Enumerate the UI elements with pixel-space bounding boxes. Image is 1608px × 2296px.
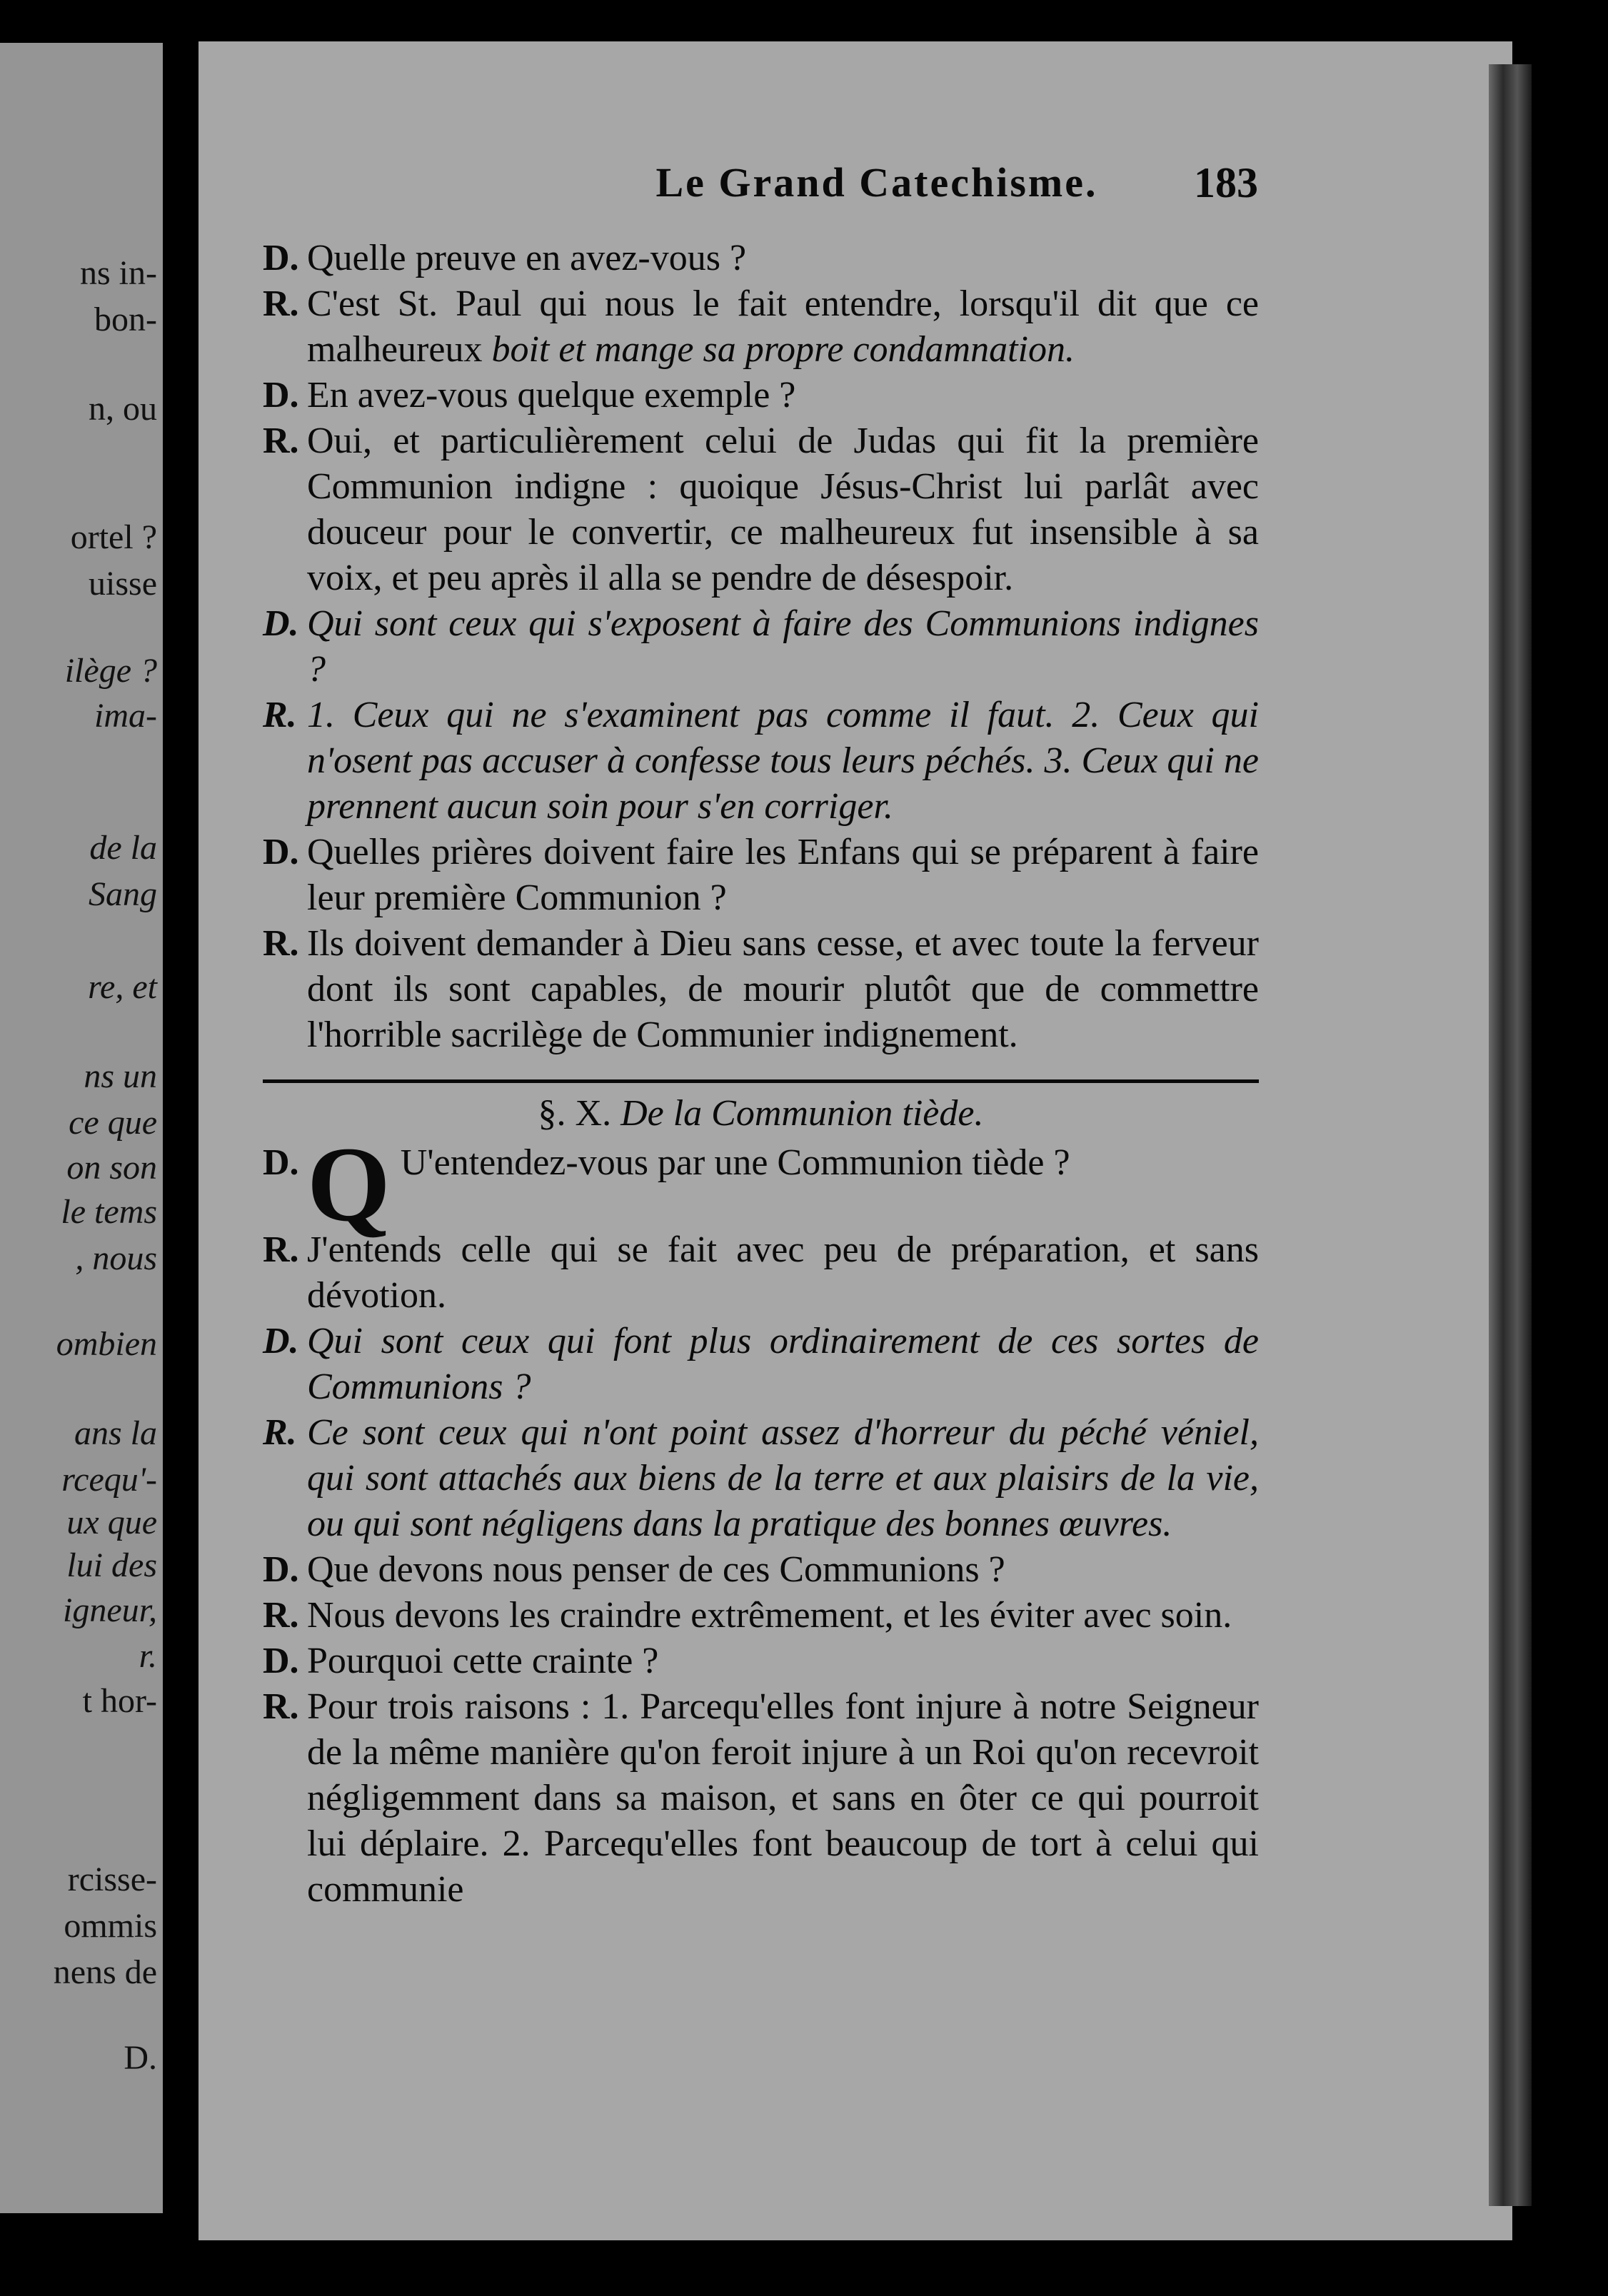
left-page-fragment: ombien: [56, 1325, 157, 1363]
qa-text: Oui, et particulièrement celui de Judas qui fit la première Communion indigne : quoique Jésus-Christ lui parlât avec douceur pour le convertir, ce malheureux fut insensible à sa voix, et peu après il alla se pendre de désespoir.: [307, 421, 1259, 598]
speaker-label: R.: [263, 1229, 299, 1270]
left-page-fragment: uisse: [89, 565, 157, 603]
speaker-label: D.: [263, 1321, 299, 1361]
qa-entry: [263, 1638, 1259, 1684]
section-number: §. X.: [538, 1093, 612, 1134]
left-page-fragment: t hor-: [82, 1682, 157, 1720]
speaker-label: D.: [263, 1549, 299, 1590]
left-page-fragment: re, et: [88, 968, 157, 1006]
left-page-fragment: ommis: [64, 1907, 157, 1945]
left-page-fragment: bon-: [94, 301, 157, 338]
qa-entry: [263, 1547, 1259, 1593]
speaker-label: R.: [263, 695, 297, 735]
qa-text-plain: U'entendez-vous par une Communion tiède ?: [400, 1142, 1070, 1183]
left-page-fragment: D.: [124, 2039, 157, 2077]
left-page-fragment: ns un: [84, 1057, 157, 1095]
qa-text-emphasis: boit et mange sa propre condamnation.: [491, 329, 1075, 370]
speaker-label: R.: [263, 1686, 299, 1727]
speaker-label: R.: [263, 1412, 297, 1453]
qa-text: Pourquoi cette crainte ?: [307, 1641, 659, 1681]
speaker-label: R.: [263, 283, 299, 324]
qa-text: 1. Ceux qui ne s'examinent pas comme il faut. 2. Ceux qui n'osent pas accuser à confesse tous leurs péchés. 3. Ceux qui ne prennent aucun soin pour s'en corriger.: [307, 695, 1259, 827]
left-page-fragment: ce que: [69, 1104, 157, 1142]
running-head: Le Grand Catechisme.: [655, 159, 1098, 206]
qa-text: En avez-vous quelque exemple ?: [307, 375, 796, 416]
speaker-label: R.: [263, 1595, 299, 1636]
left-page-fragment: nens de: [53, 1953, 157, 1991]
qa-text: Quelles prières doivent faire les Enfans qui se préparent à faire leur première Communion ?: [307, 832, 1259, 918]
qa-text-plain: C'est St. Paul qui nous le fait entendre, lorsqu'il dit que ce malheureux: [307, 283, 1259, 370]
left-page-fragment: , nous: [75, 1239, 157, 1277]
qa-text: [307, 1125, 1259, 1244]
page-edge: [1489, 64, 1532, 2206]
qa-entry: [263, 830, 1259, 921]
left-page-fragment: rcequ'-: [61, 1461, 157, 1499]
speaker-label: D.: [263, 603, 299, 644]
left-page-margin: [0, 43, 163, 2213]
left-page-fragment: on son: [66, 1149, 157, 1187]
section-title: De la Communion tiède.: [620, 1093, 984, 1134]
section-heading: [263, 1089, 1259, 1139]
qa-entry: [263, 921, 1259, 1058]
speaker-label: R.: [263, 421, 299, 461]
qa-text: Qui sont ceux qui s'exposent à faire des Communions indignes ?: [307, 603, 1259, 690]
qa-text: Nous devons les craindre extrêmement, et les éviter avec soin.: [307, 1595, 1232, 1636]
qa-entry-italic: [263, 693, 1259, 830]
page-body: [263, 236, 1259, 1913]
left-page-fragment: Sang: [89, 875, 157, 913]
page-number: 183: [1194, 159, 1258, 206]
qa-text: [307, 281, 1259, 373]
left-page-fragment: n, ou: [89, 390, 157, 428]
qa-entry: [263, 281, 1259, 373]
qa-entry: [263, 1593, 1259, 1638]
qa-text: Pour trois raisons : 1. Parcequ'elles font injure à notre Seigneur de la même manière qu'on feroit injure à un Roi qu'on recevroit négligemment dans sa maison, et sans en ôter ce qui pourroit lui déplaire. 2. Parcequ'elles font beaucoup de tort à celui qui communie: [307, 1686, 1259, 1910]
qa-text: J'entends celle qui se fait avec peu de préparation, et sans dévotion.: [307, 1229, 1259, 1316]
section-divider-rule: [263, 1079, 1259, 1083]
qa-entry-italic: [263, 601, 1259, 693]
qa-entry-italic: [263, 1410, 1259, 1547]
left-page-fragment: ilège ?: [64, 652, 157, 690]
qa-entry: [263, 236, 1259, 281]
qa-text: Que devons nous penser de ces Communions ?: [307, 1549, 1005, 1590]
left-page-fragment: lui des: [66, 1546, 157, 1584]
left-page-fragment: igneur,: [63, 1591, 157, 1629]
left-page-fragment: rcisse-: [67, 1861, 157, 1898]
speaker-label: D.: [263, 832, 299, 872]
speaker-label: D.: [263, 238, 299, 278]
left-page-fragment: ima-: [94, 697, 157, 735]
left-page-fragment: de la: [89, 829, 157, 867]
left-page-fragment: ns in-: [80, 254, 157, 292]
drop-cap: Q: [307, 1125, 391, 1244]
speaker-label: R.: [263, 923, 299, 964]
speaker-label: D.: [263, 1641, 299, 1681]
qa-text: Quelle preuve en avez-vous ?: [307, 238, 747, 278]
left-page-fragment: ans la: [74, 1414, 157, 1452]
qa-text: Qui sont ceux qui font plus ordinairement de ces sortes de Communions ?: [307, 1321, 1259, 1407]
qa-entry-italic: [263, 1319, 1259, 1410]
left-page-fragment: le tems: [61, 1193, 157, 1231]
left-page-fragment: ux que: [66, 1504, 157, 1541]
qa-text: Ce sont ceux qui n'ont point assez d'horreur du péché véniel, qui sont attachés aux biens de la terre et aux plaisirs de la vie, ou qui sont négligens dans la pratique des bonnes œuvres.: [307, 1412, 1259, 1544]
qa-entry: [263, 1227, 1259, 1319]
qa-entry: [263, 1684, 1259, 1913]
qa-text: Ils doivent demander à Dieu sans cesse, et avec toute la ferveur dont ils sont capables, de mourir plutôt que de commettre l'horrible sacrilège de Communier indignement.: [307, 923, 1259, 1055]
page-gutter: [163, 0, 199, 2296]
speaker-label: D.: [263, 1142, 299, 1183]
qa-entry: [263, 1125, 1259, 1244]
left-page-fragment: ortel ?: [70, 518, 157, 556]
speaker-label: D.: [263, 375, 299, 416]
left-page-fragment: r.: [139, 1637, 157, 1675]
qa-entry: [263, 418, 1259, 601]
qa-entry: [263, 373, 1259, 418]
